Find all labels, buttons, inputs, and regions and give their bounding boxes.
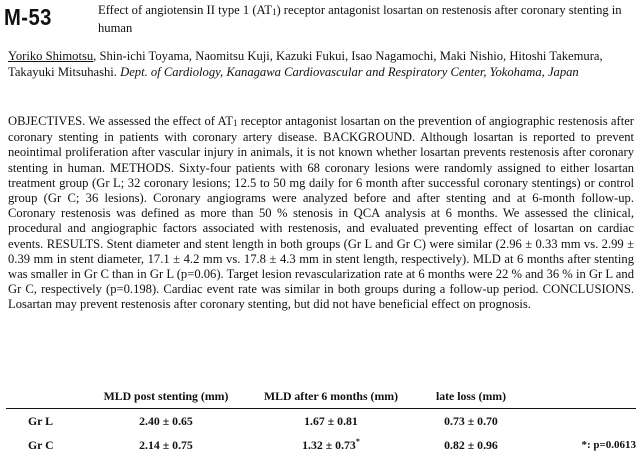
late-loss-cell: 0.73 ± 0.70: [444, 413, 498, 428]
header-mld-post: MLD post stenting (mm): [103, 388, 229, 403]
abstract-code: M-53: [4, 4, 52, 30]
footnote: *: p=0.0613: [581, 439, 636, 451]
abstract-text-part1: OBJECTIVES. We assessed the effect of AT: [8, 114, 233, 128]
abstract-text-part2: receptor antagonist losartan on the prevention of angiographic restenosis after coronary stenting in patients with coronary artery disease. BACKGROUND. Although losartan is reported to prevent neointimal proliferation after vascular injury in animals, it is not known whether losartan prevents restenosis after coronary stenting in human. METHODS. Sixty-four patients with 68 coronary lesions were randomly assigned to either losartan treatment group (Gr L; 32 coronary lesions; 12.5 to 50 mg daily for 6 month after successful coronary stentings) or control group (Gr C; 36 lesions). Coronary angiograms were analyzed before and after stenting and at 6-month follow-up. Coronary restenosis was defined as more than 50 % stenosis in QCA analysis at 6 months. We assessed the clinical, procedural and angiographic factors associated with restenosis, and evaluated preventing effect of losartan on cardiac events. RESULTS. Stent diameter and stent length in both groups (Gr L and Gr C) were similar (2.96 ± 0.33 mm vs. 2.99 ± 0.39 mm in stent diameter, 17.1 ± 4.2 mm vs. 17.8 ± 4.3 mm in stent length, respectively). MLD at 6 months after stenting was smaller in Gr C than in Gr L (p=0.06). Target lesion revascularization rate at 6 months were 22 % and 36 % in Gr L and Gr C, respectively (p=0.198). Cardiac event rate was similar in both groups during a follow-up period. CONCLUSIONS. Losartan may prevent restenosis after coronary stenting, but did not have beneficial effect on prognosis.: [8, 114, 634, 312]
abstract-subscript: 1: [232, 118, 238, 128]
mld-post-cell: 2.40 ± 0.65: [139, 413, 193, 428]
title-subscript: 1: [271, 7, 277, 17]
mld-6m-value: 1.32 ± 0.73: [302, 437, 356, 452]
significance-marker: *: [355, 436, 360, 446]
first-author: Yoriko Shimotsu: [8, 49, 94, 63]
affiliation: Dept. of Cardiology, Kanagawa Cardiovascular and Respiratory Center, Yokohama, Japan: [120, 65, 579, 79]
title-text-part1: Effect of angiotensin II type 1 (AT: [98, 3, 272, 17]
mld-6m-value: 1.67 ± 0.81: [304, 413, 358, 428]
group-cell: Gr L: [28, 413, 54, 428]
author-block: [8, 48, 636, 80]
abstract-title: [98, 2, 636, 37]
title-text-part2: ) receptor antagonist losartan on restenosis after coronary stenting in human: [98, 3, 622, 35]
results-table: [6, 384, 636, 457]
mld-6m-cell: [246, 433, 416, 457]
late-loss-cell: 0.82 ± 0.96: [444, 437, 498, 452]
note-cell: [526, 409, 636, 434]
header-note: [526, 384, 636, 409]
table-row: [6, 433, 636, 457]
table-header-row: [6, 384, 636, 409]
mld-6m-cell: [246, 409, 416, 434]
header-late-loss: late loss (mm): [435, 388, 507, 403]
table-row: [6, 409, 636, 434]
mld-post-cell: 2.14 ± 0.75: [139, 437, 193, 452]
header-group: [6, 384, 86, 409]
abstract-body: [8, 114, 634, 313]
header-mld-6m: MLD after 6 months (mm): [263, 388, 399, 403]
group-cell: Gr C: [28, 437, 54, 452]
coauthors: , Shin-ichi Toyama, Naomitsu Kuji, Kazuki Fukui, Isao Nagamochi, Maki Nishio, Hitoshi Takemura, Takayuki Mitsuhashi.: [8, 49, 603, 79]
